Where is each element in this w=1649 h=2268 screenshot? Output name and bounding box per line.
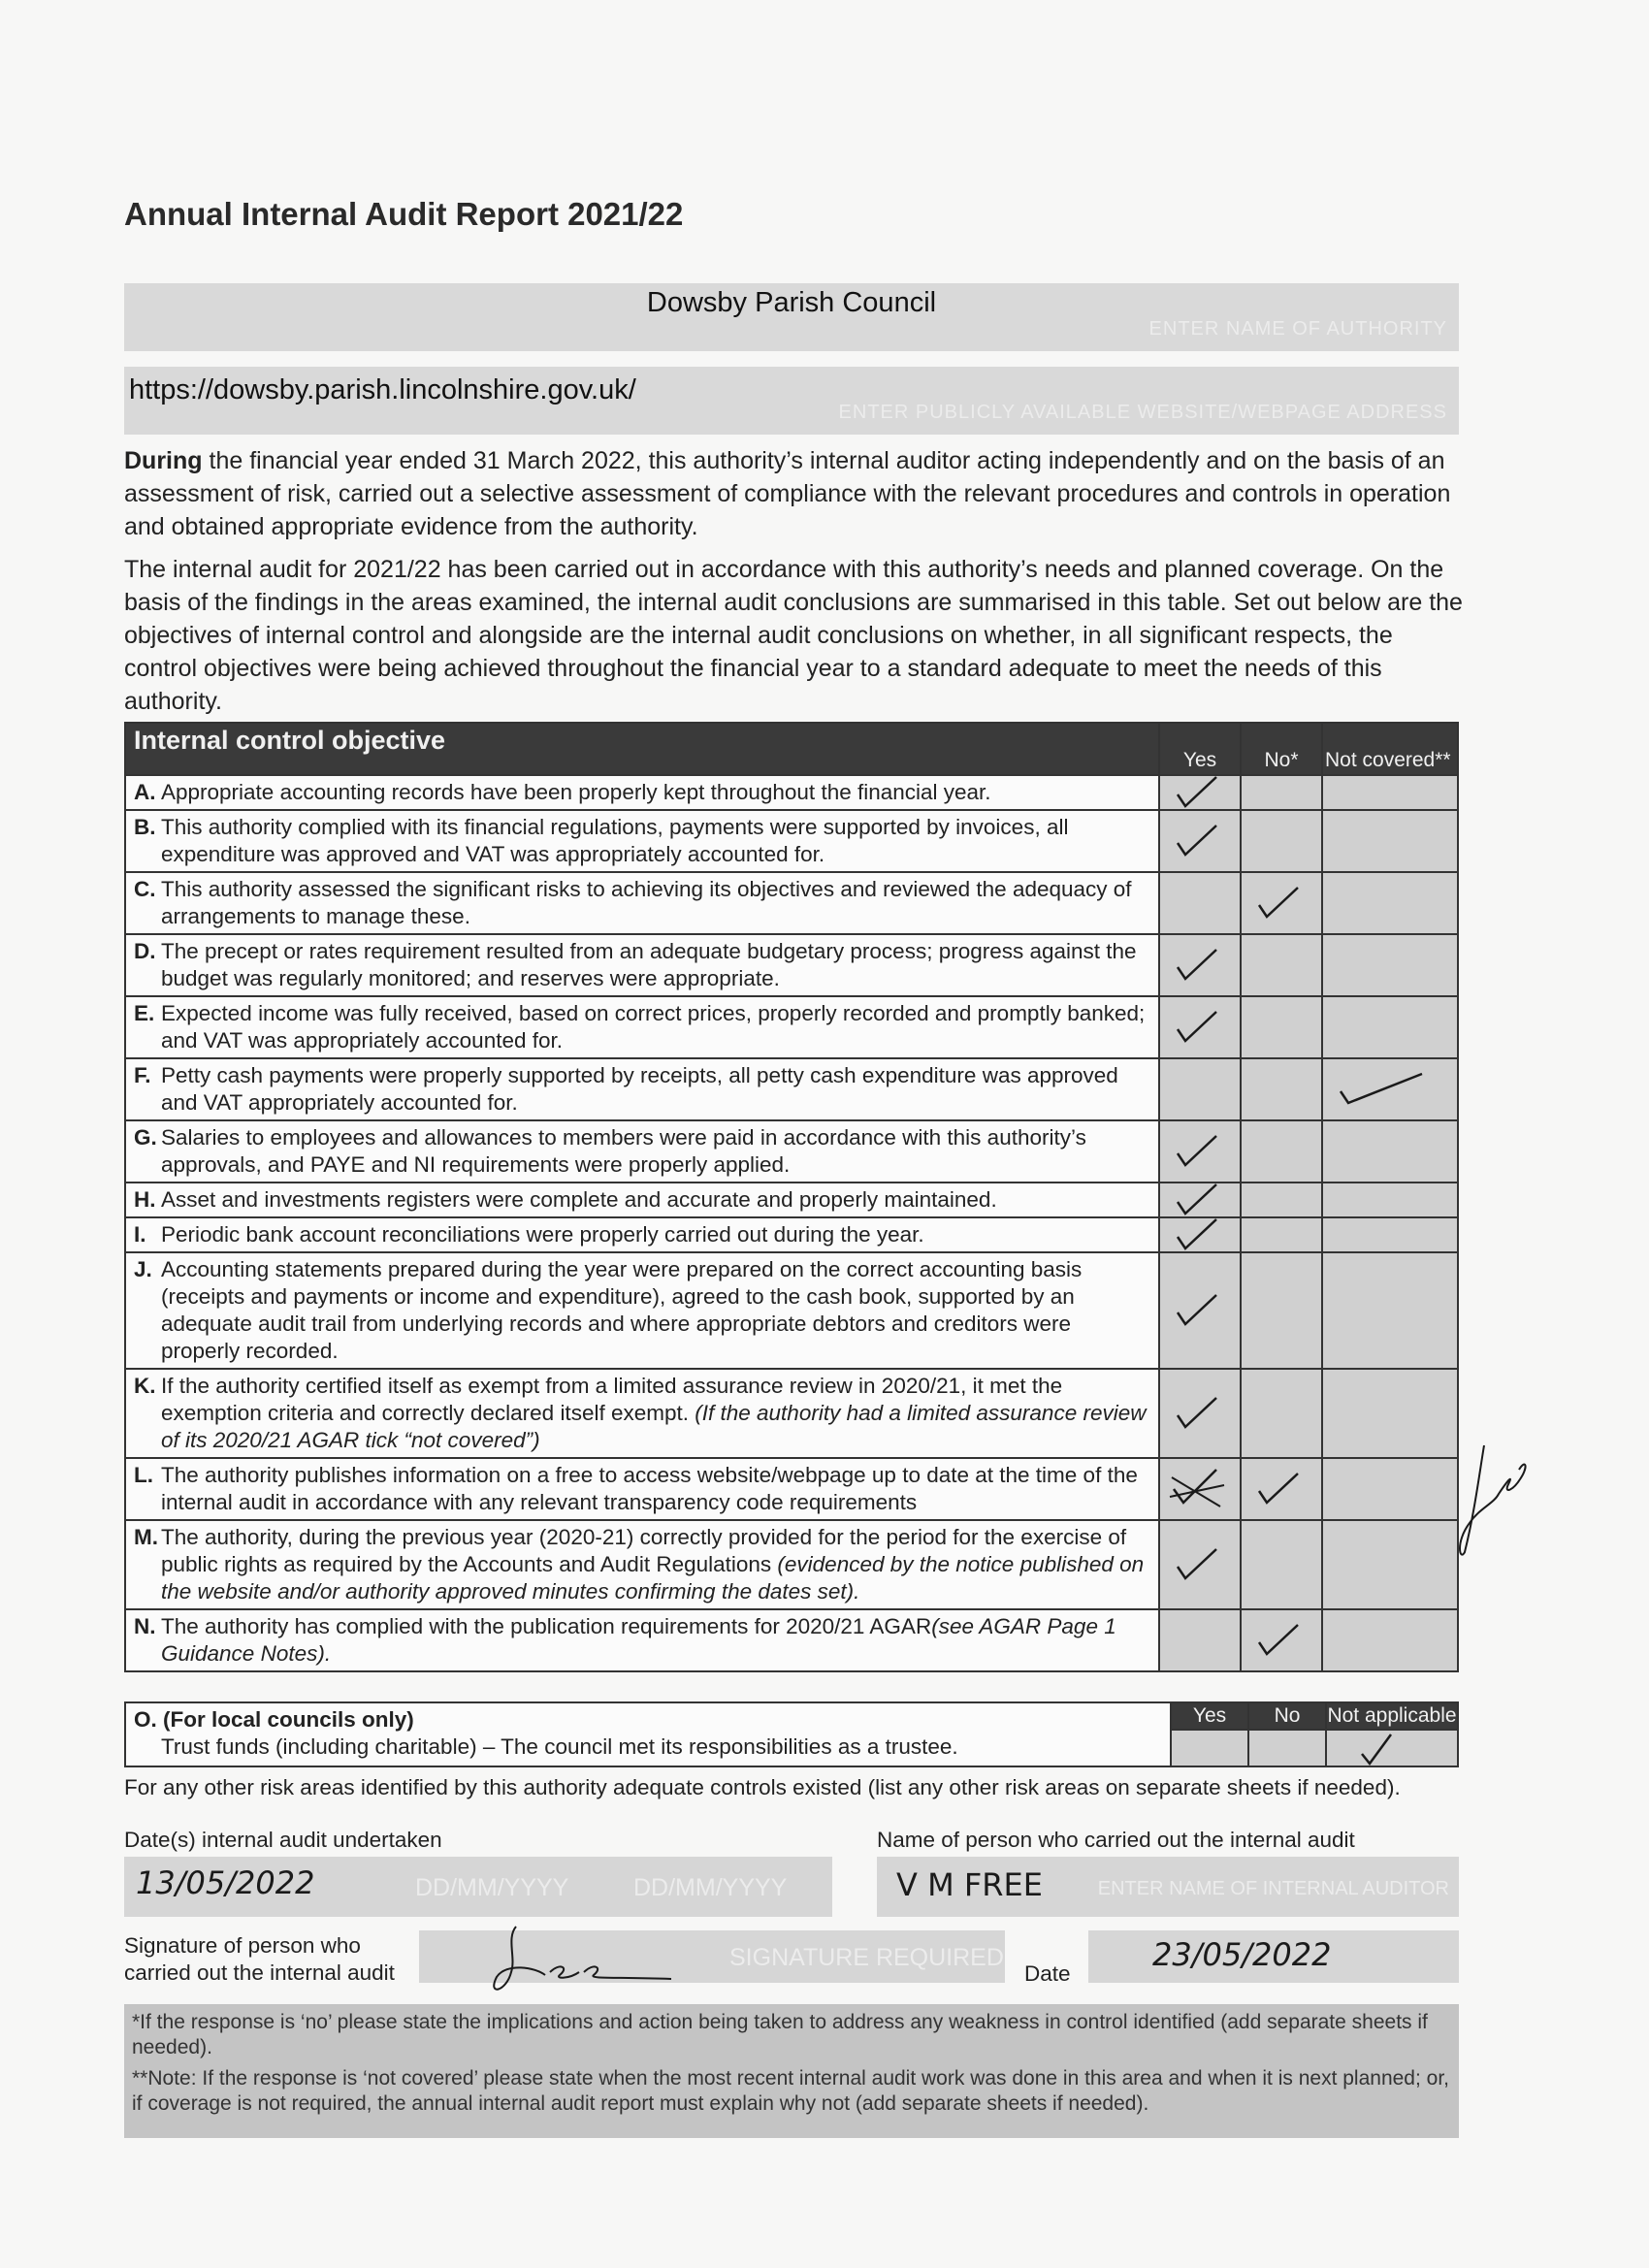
not-covered-checkbox[interactable] <box>1322 1183 1458 1217</box>
section-o-no-checkbox[interactable] <box>1248 1730 1326 1766</box>
objective-cell <box>125 1058 1159 1120</box>
section-o-table <box>124 1701 1459 1767</box>
yes-checkbox[interactable] <box>1159 1217 1241 1252</box>
column-header-yes: Yes <box>1159 723 1241 775</box>
objective-cell <box>125 1520 1159 1609</box>
no-checkbox[interactable] <box>1241 775 1322 810</box>
objective-cell <box>125 1183 1159 1217</box>
objective-note: (evidenced by the notice published on the website and/or authority approved minutes confirming the dates set). <box>161 1552 1145 1604</box>
authority-name-value: Dowsby Parish Council <box>646 287 937 318</box>
date-label: Date <box>1024 1961 1071 1986</box>
objective-cell <box>125 934 1159 996</box>
sign-date-value: 23/05/2022 <box>1152 1936 1332 1973</box>
table-row <box>125 1183 1458 1217</box>
dates-field[interactable] <box>124 1857 832 1917</box>
not-covered-checkbox[interactable] <box>1322 1520 1458 1609</box>
objective-text: Periodic bank account reconciliations were properly carried out during the year. <box>161 1222 924 1247</box>
tick-icon <box>1166 1291 1230 1330</box>
yes-checkbox[interactable] <box>1159 1609 1241 1671</box>
auditor-name-value: V M FREE <box>896 1866 1043 1903</box>
section-o-col-no: No <box>1248 1702 1326 1730</box>
tick-icon <box>1166 1215 1230 1254</box>
objective-cell <box>125 810 1159 872</box>
objective-text: The authority, during the previous year (2020-21) correctly provided for the period for the exercise of public rights as required by the Accounts and Audit Regulations <box>161 1525 1127 1576</box>
no-checkbox[interactable] <box>1241 1369 1322 1458</box>
no-checkbox[interactable] <box>1241 1609 1322 1671</box>
objective-letter: E. <box>134 1001 155 1025</box>
objective-letter: I. <box>134 1222 146 1247</box>
table-row <box>125 1520 1458 1609</box>
not-covered-checkbox[interactable] <box>1322 1369 1458 1458</box>
dates-label: Date(s) internal audit undertaken <box>124 1828 442 1852</box>
objective-text: The precept or rates requirement resulted from an adequate budgetary process; progress against the budget was regularly monitored; and reserves were appropriate. <box>161 939 1137 990</box>
objective-text: If the authority certified itself as exempt from a limited assurance review in 2020/21, it met the exemption criteria and correctly declared itself exempt. <box>161 1374 1063 1425</box>
table-row <box>125 1120 1458 1183</box>
objective-text: Asset and investments registers were complete and accurate and properly maintained. <box>161 1187 997 1212</box>
tick-icon <box>1166 946 1230 985</box>
signature-label-line-2: carried out the internal audit <box>124 1960 395 1985</box>
tick-icon <box>1166 773 1230 812</box>
objective-letter: B. <box>134 815 156 839</box>
intro-paragraph-1-text: the financial year ended 31 March 2022, this authority’s internal auditor acting independently and on the basis of an assessment of risk, carried out a selective assessment of compliance with the relevant procedures and controls in operation and obtained appropriate evidence from the authority. <box>124 447 1451 540</box>
other-risk-note: For any other risk areas identified by this authority adequate controls existed (list any other risk areas on separate sheets if needed). <box>124 1775 1401 1799</box>
table-row <box>125 872 1458 934</box>
struck-tick-icon <box>1166 1468 1230 1510</box>
signature-field[interactable] <box>419 1930 1005 1983</box>
objective-letter: J. <box>134 1257 152 1281</box>
date-placeholder-1: DD/MM/YYYY <box>415 1874 569 1901</box>
signature-placeholder: SIGNATURE REQUIRED <box>729 1944 1004 1971</box>
table-row <box>125 1458 1458 1520</box>
no-checkbox[interactable] <box>1241 1058 1322 1120</box>
table-row <box>125 934 1458 996</box>
objective-text: Accounting statements prepared during the year were prepared on the correct accounting basis (receipts and payments or income and expenditure), agreed to the cash book, supported by an adequate audit trail from underlying records and where appropriate debtors and creditors were properly recorded. <box>161 1257 1083 1363</box>
not-covered-checkbox[interactable] <box>1322 1058 1458 1120</box>
signature-label <box>124 1932 395 1987</box>
section-o-na-checkbox[interactable] <box>1326 1730 1458 1766</box>
yes-checkbox[interactable] <box>1159 1252 1241 1369</box>
objective-text: Salaries to employees and allowances to members were paid in accordance with this authority’s approvals, and PAYE and NI requirements were properly applied. <box>161 1125 1086 1177</box>
table-row <box>125 810 1458 872</box>
no-checkbox[interactable] <box>1241 810 1322 872</box>
internal-control-table <box>124 722 1459 1672</box>
no-checkbox[interactable] <box>1241 934 1322 996</box>
table-row <box>125 1058 1458 1120</box>
objective-text: Appropriate accounting records have been properly kept throughout the financial year. <box>161 780 991 804</box>
yes-checkbox[interactable] <box>1159 1369 1241 1458</box>
tick-icon <box>1166 1008 1230 1047</box>
section-o-col-yes: Yes <box>1171 1702 1248 1730</box>
yes-checkbox[interactable] <box>1159 1120 1241 1183</box>
objective-letter: F. <box>134 1063 151 1087</box>
objective-cell <box>125 872 1159 934</box>
table-row <box>125 1217 1458 1252</box>
no-checkbox[interactable] <box>1241 1252 1322 1369</box>
objective-text: Expected income was fully received, based on correct prices, properly recorded and promptly banked; and VAT was appropriately accounted for. <box>161 1001 1146 1053</box>
footnotes-box <box>124 2004 1459 2138</box>
objective-text: Petty cash payments were properly supported by receipts, all petty cash expenditure was approved and VAT appropriately accounted for. <box>161 1063 1118 1115</box>
not-covered-checkbox[interactable] <box>1322 1609 1458 1671</box>
tick-icon <box>1166 1132 1230 1171</box>
auditor-name-label: Name of person who carried out the internal audit <box>877 1828 1355 1852</box>
objective-text: The authority has complied with the publication requirements for 2020/21 AGAR <box>161 1614 932 1638</box>
section-o-heading: O. (For local councils only) <box>134 1707 414 1732</box>
table-row <box>125 775 1458 810</box>
page-title: Annual Internal Audit Report 2021/22 <box>124 196 684 232</box>
objective-text: This authority assessed the significant risks to achieving its objectives and reviewed the adequacy of arrangements to manage these. <box>161 877 1132 928</box>
no-checkbox[interactable] <box>1241 1120 1322 1183</box>
signature-image <box>477 1919 691 2002</box>
no-checkbox[interactable] <box>1241 1520 1322 1609</box>
objective-letter: M. <box>134 1525 158 1549</box>
not-covered-checkbox[interactable] <box>1322 1217 1458 1252</box>
yes-checkbox[interactable] <box>1159 872 1241 934</box>
objective-cell <box>125 775 1159 810</box>
signature-label-line-1: Signature of person who <box>124 1933 361 1958</box>
website-address-placeholder: ENTER PUBLICLY AVAILABLE WEBSITE/WEBPAGE ADDRESS <box>838 402 1447 423</box>
table-row <box>125 1609 1458 1671</box>
footnote-no: *If the response is ‘no’ please state the implications and action being taken to address any weakness in control identified (add separate sheets if needed). <box>132 2011 1428 2058</box>
yes-checkbox[interactable] <box>1159 775 1241 810</box>
tick-icon <box>1247 884 1311 923</box>
website-address-value: https://dowsby.parish.lincolnshire.gov.uk/ <box>129 374 636 405</box>
objective-cell <box>125 1252 1159 1369</box>
yes-checkbox[interactable] <box>1159 1458 1241 1520</box>
yes-checkbox[interactable] <box>1159 1183 1241 1217</box>
objective-note: (see AGAR Page 1 Guidance Notes). <box>161 1614 1116 1666</box>
tick-icon <box>1166 1394 1230 1433</box>
tick-icon <box>1247 1470 1311 1508</box>
intro-lead: During <box>124 447 203 474</box>
objective-note: (If the authority had a limited assurance review of its 2020/21 AGAR tick “not covered”) <box>161 1401 1147 1452</box>
intro-paragraph-1 <box>124 444 1463 543</box>
not-covered-checkbox[interactable] <box>1322 775 1458 810</box>
authority-name-field[interactable] <box>124 283 1459 351</box>
objective-letter: H. <box>134 1187 156 1212</box>
section-o-text: Trust funds (including charitable) – The council met its responsibilities as a trustee. <box>161 1734 958 1759</box>
auditor-name-placeholder: ENTER NAME OF INTERNAL AUDITOR <box>1097 1878 1449 1899</box>
not-covered-checkbox[interactable] <box>1322 1458 1458 1520</box>
tick-icon <box>1166 1181 1230 1219</box>
auditor-name-field[interactable] <box>877 1857 1459 1917</box>
not-covered-checkbox[interactable] <box>1322 1252 1458 1369</box>
table-row <box>125 996 1458 1058</box>
authority-name-placeholder: ENTER NAME OF AUTHORITY <box>1148 318 1447 340</box>
tick-icon <box>1333 1731 1420 1766</box>
yes-checkbox[interactable] <box>1159 810 1241 872</box>
no-checkbox[interactable] <box>1241 1458 1322 1520</box>
objective-cell <box>125 1217 1159 1252</box>
no-checkbox[interactable] <box>1241 996 1322 1058</box>
no-checkbox[interactable] <box>1241 1217 1322 1252</box>
no-checkbox[interactable] <box>1241 872 1322 934</box>
objective-letter: D. <box>134 939 156 963</box>
objective-cell <box>125 1120 1159 1183</box>
tick-icon <box>1166 1545 1230 1584</box>
objective-cell <box>125 996 1159 1058</box>
no-checkbox[interactable] <box>1241 1183 1322 1217</box>
objective-letter: G. <box>134 1125 157 1150</box>
yes-checkbox[interactable] <box>1159 996 1241 1058</box>
section-o-col-na: Not applicable <box>1326 1702 1458 1730</box>
objective-text: This authority complied with its financial regulations, payments were supported by invoices, all expenditure was approved and VAT was appropriately accounted for. <box>161 815 1069 866</box>
objective-cell <box>125 1369 1159 1458</box>
table-row <box>125 1369 1458 1458</box>
objective-text: The authority publishes information on a free to access website/webpage up to date at the time of the internal audit in accordance with any relevant transparency code requirements <box>161 1463 1138 1514</box>
yes-checkbox[interactable] <box>1159 934 1241 996</box>
yes-checkbox[interactable] <box>1159 1058 1241 1120</box>
website-address-field[interactable] <box>124 367 1459 435</box>
tick-icon <box>1329 1070 1436 1109</box>
not-covered-checkbox[interactable] <box>1322 810 1458 872</box>
objective-letter: K. <box>134 1374 156 1398</box>
date-undertaken-value: 13/05/2022 <box>136 1864 315 1901</box>
section-o-yes-checkbox[interactable] <box>1171 1730 1248 1766</box>
column-header-no: No* <box>1241 723 1322 775</box>
intro-paragraph-2: The internal audit for 2021/22 has been carried out in accordance with this authority’s needs and planned coverage. On the basis of the findings in the areas examined, the internal audit conclusions are summarised in this table. Set out below are the objectives of internal control and alongside are the internal audit conclusions on whether, in all significant respects, the control objectives were being achieved throughout the financial year to a standard adequate to meet the needs of this authority. <box>124 556 1463 715</box>
tick-icon <box>1166 822 1230 860</box>
not-covered-checkbox[interactable] <box>1322 934 1458 996</box>
yes-checkbox[interactable] <box>1159 1520 1241 1609</box>
table-header-objective: Internal control objective <box>125 723 1159 775</box>
not-covered-checkbox[interactable] <box>1322 1120 1458 1183</box>
objective-cell <box>125 1609 1159 1671</box>
objective-cell <box>125 1458 1159 1520</box>
objective-letter: C. <box>134 877 156 901</box>
footnote-not-covered: **Note: If the response is ‘not covered’ please state when the most recent internal audit work was done in this area and when it is next planned; or, if coverage is not required, the annual internal audit report must explain why not (add separate sheets if needed). <box>132 2067 1450 2115</box>
table-row <box>125 1252 1458 1369</box>
date-placeholder-2: DD/MM/YYYY <box>633 1874 788 1901</box>
objective-letter: L. <box>134 1463 153 1487</box>
column-header-not-covered: Not covered** <box>1322 723 1458 775</box>
objective-letter: N. <box>134 1614 156 1638</box>
not-covered-checkbox[interactable] <box>1322 996 1458 1058</box>
sign-date-field[interactable] <box>1088 1930 1459 1983</box>
tick-icon <box>1247 1621 1311 1660</box>
margin-initials <box>1455 1426 1533 1562</box>
not-covered-checkbox[interactable] <box>1322 872 1458 934</box>
objective-letter: A. <box>134 780 156 804</box>
